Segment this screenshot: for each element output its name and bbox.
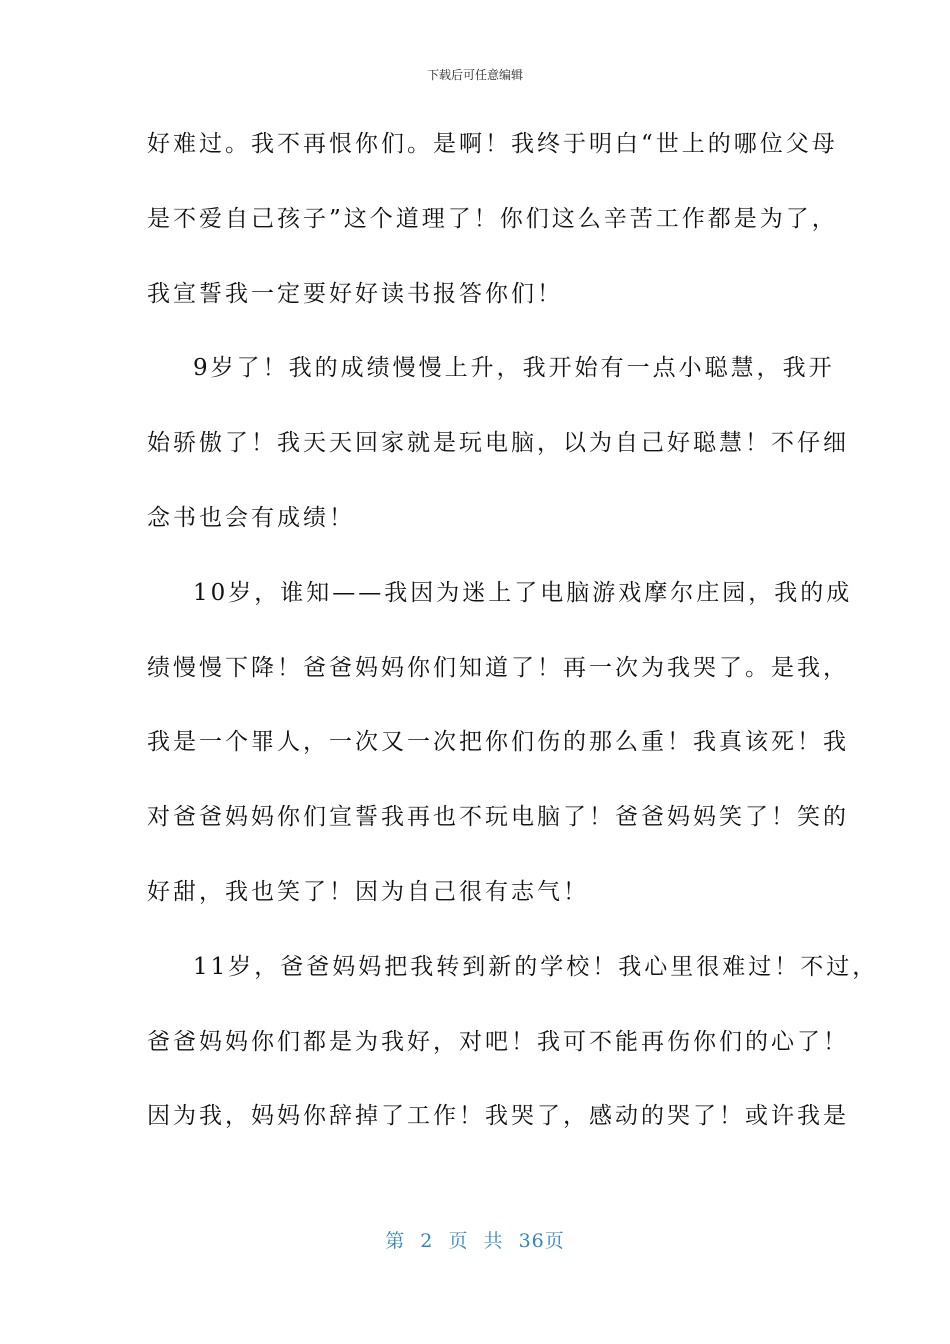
page-label-prefix: 第 (385, 1230, 406, 1252)
body-line: 始骄傲了！我天天回家就是玩电脑，以为自己好聪慧！不仔细 (147, 430, 849, 457)
paragraph-start-line: 10岁，谁知——我因为迷上了电脑游戏摩尔庄园，我的成 (193, 579, 853, 606)
body-line: 我是一个罪人，一次又一次把你们伤的那么重！我真该死！我 (147, 729, 849, 756)
paragraph-start-line: 11岁，爸爸妈妈把我转到新的学校！我心里很难过！不过， (193, 953, 879, 980)
body-line: 因为我，妈妈你辞掉了工作！我哭了，感动的哭了！或许我是 (147, 1103, 849, 1130)
body-line: 爸爸妈妈你们都是为我好，对吧！我可不能再伤你们的心了！ (147, 1028, 849, 1055)
page-number: 2 (420, 1230, 434, 1252)
body-line: 是不爱自己孩子”这个道理了！你们这么辛苦工作都是为了， (147, 205, 838, 232)
body-line: 对爸爸妈妈你们宣誓我再也不玩电脑了！爸爸妈妈笑了！笑的 (147, 804, 849, 831)
page-footer (0, 1226, 950, 1253)
document-body (147, 122, 879, 1169)
paragraph-start-line: 9岁了！我的成绩慢慢上升，我开始有一点小聪慧，我开 (193, 355, 835, 382)
header-note: 下载后可任意编辑 (426, 68, 523, 82)
body-line: 我宣誓我一定要好好读书报答你们！ (147, 280, 563, 307)
body-line: 好难过。我不再恨你们。是啊！我终于明白“世上的哪位父母 (147, 131, 838, 157)
total-label: 共 (483, 1230, 504, 1252)
total-pages: 36页 (518, 1230, 565, 1252)
body-line: 念书也会有成绩！ (147, 504, 355, 531)
body-line: 好甜，我也笑了！因为自己很有志气！ (147, 878, 589, 905)
body-line: 绩慢慢下降！爸爸妈妈你们知道了！再一次为我哭了。是我， (147, 654, 849, 681)
page-label-mid: 页 (448, 1230, 469, 1252)
